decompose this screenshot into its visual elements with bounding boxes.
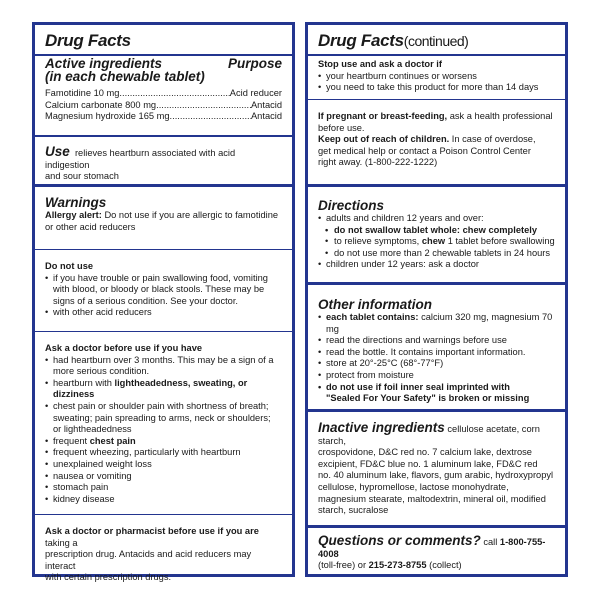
section-rule — [35, 135, 292, 137]
list-item: • with other acid reducers — [45, 307, 282, 319]
active-ingredients-section — [35, 57, 292, 123]
inactive-ingredients-section: Inactive ingredients cellulose acetate, corn starch, crospovidone, D&C red no. 7 calcium lake, dextrose excipient, FD&C blue no. 1 aluminum lake, FD&C red no. 40 aluminum lake, flavors, gum arabic, hydroxypropyl cellulose, hypromellose, lactose monohydrate, magnesium stearate, maltodextrin, mineral oil, modified starch, sucralose — [318, 420, 554, 516]
list-item: • if you have trouble or pain swallowing food, vomiting with blood, or bloody or black stools. These may be signs of a serious condition. See your doctor. — [45, 273, 282, 308]
other-info-section: Other information • each tablet contains: calcium 320 mg, magnesium 70 mg • read the directions and warnings before use • read the bottle. It contains important information. • store at 20°-25°C (68°-77°F) • protect from moisture • do not use if foil inner seal imprinted with "Sealed For Your Safety" is broken or missing — [308, 297, 565, 405]
thin-rule — [308, 99, 565, 100]
list-item: • protect from moisture — [318, 370, 555, 382]
thin-rule — [35, 249, 292, 250]
use-section: Use relieves heartburn associated with acid indigestion and sour stomach — [45, 144, 236, 182]
drug-facts-panel-right — [305, 22, 568, 577]
list-item: • stomach pain — [45, 482, 282, 494]
ingredient-row: Famotidine 10 mg ..... Acid reducer — [45, 88, 282, 100]
list-item: • heartburn with lightheadedness, sweating, or dizziness — [45, 378, 282, 401]
active-heading: Active ingredients (in each chewable tablet) — [45, 56, 205, 84]
list-item: • adults and children 12 years and over: — [318, 213, 555, 225]
section-rule — [308, 525, 565, 528]
list-item: • do not use more than 2 chewable tablets in 24 hours — [318, 248, 555, 260]
drug-facts-panel-left — [32, 22, 295, 583]
list-item: • do not use if foil inner seal imprinted with "Sealed For Your Safety" is broken or missing — [318, 382, 555, 405]
title-rule — [308, 54, 565, 56]
ingredient-row: Magnesium hydroxide 165 mg ..... Antacid — [45, 111, 282, 123]
list-item: • had heartburn over 3 months. This may be a sign of a more serious condition. — [45, 355, 282, 378]
phone-collect: 215-273-8755 — [368, 560, 427, 571]
section-rule — [308, 409, 565, 412]
list-item: • frequent chest pain — [45, 436, 282, 448]
thin-rule — [35, 331, 292, 332]
list-item: • unexplained weight loss — [45, 459, 282, 471]
list-item: • do not swallow tablet whole: chew completely — [318, 225, 555, 237]
section-rule — [35, 184, 292, 187]
list-item: • to relieve symptoms, chew 1 tablet before swallowing — [318, 236, 555, 248]
list-item: • read the directions and warnings before use — [318, 335, 555, 347]
thin-rule — [35, 514, 292, 515]
stop-use-section: Stop use and ask a doctor if • your heartburn continues or worsens • you need to take this product for more than 14 days — [308, 59, 565, 94]
list-item: • read the bottle. It contains important information. — [318, 347, 555, 359]
directions-section: Directions • adults and children 12 years and over: • do not swallow tablet whole: chew completely • to relieve symptoms, chew 1 tablet before swallowing • do not use more than 2 chewable tablets in 24 hours • children under 12 years: ask a doctor — [308, 198, 565, 271]
list-item: • kidney disease — [45, 494, 282, 506]
list-item: • store at 20°-25°C (68°-77°F) — [318, 358, 555, 370]
pregnancy-section: If pregnant or breast-feeding, ask a health professional before use. Keep out of reach of children. In case of overdose, get medical help or contact a Poison Control Center right away. (1-800-222-1222) — [318, 111, 553, 168]
warnings-section: Warnings Allergy alert: Do not use if you are allergic to famotidine or other acid reducers — [35, 195, 292, 233]
panel-title: Drug Facts(continued) — [318, 31, 469, 50]
list-item: • each tablet contains: calcium 320 mg, magnesium 70 mg — [318, 312, 555, 335]
questions-section: Questions or comments? call 1-800-755-4008 (toll-free) or 215-273-8755 (collect) — [318, 533, 546, 571]
section-rule — [308, 282, 565, 285]
ingredient-row: Calcium carbonate 800 mg ..... Antacid — [45, 100, 282, 112]
phone-toll-free: 1-800-755-4008 — [318, 537, 546, 559]
warnings-heading: Warnings — [45, 195, 107, 210]
panel-title: Drug Facts — [45, 31, 131, 50]
list-item: • children under 12 years: ask a doctor — [318, 259, 555, 271]
purpose-heading: Purpose — [227, 56, 282, 71]
list-item: • chest pain or shoulder pain with shortness of breath; sweating; pain spreading to arms, neck or shoulders; or lightheadedness — [45, 401, 282, 436]
ask-doctor-section: Ask a doctor before use if you have • had heartburn over 3 months. This may be a sign of a more serious condition. • heartburn with lightheadedness, sweating, or dizziness • chest pain or shoulder pain with shortness of breath; sweating; pain spreading to arms, neck or shoulders; or lightheadedness • frequent chest pain • frequent wheezing, particularly with heartburn • unexplained weight loss • nausea or vomiting • stomach pain • kidney disease — [35, 343, 292, 505]
section-rule — [308, 184, 565, 187]
list-item: • your heartburn continues or worsens — [318, 71, 555, 83]
do-not-use-section: Do not use • if you have trouble or pain swallowing food, vomiting with blood, or bloody or black stools. These may be signs of a serious condition. See your doctor. • with other acid reducers — [35, 261, 292, 319]
list-item: • frequent wheezing, particularly with heartburn — [45, 447, 282, 459]
list-item: • you need to take this product for more than 14 days — [318, 82, 555, 94]
list-item: • nausea or vomiting — [45, 471, 282, 483]
pharmacist-section: Ask a doctor or pharmacist before use if you are taking a prescription drug. Antacids and acid reducers may interact with certain prescription drugs. — [45, 526, 259, 583]
